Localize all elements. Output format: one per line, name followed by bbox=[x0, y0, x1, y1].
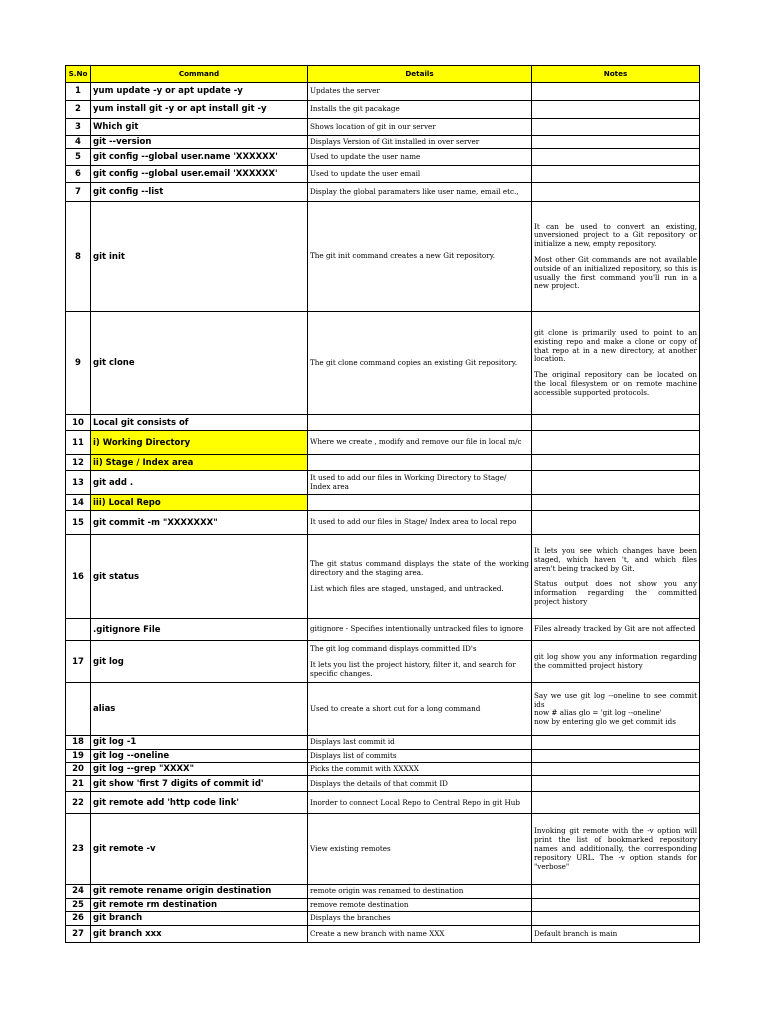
row-number: 17 bbox=[66, 641, 91, 683]
details-text: Create a new branch with name XXX bbox=[310, 928, 445, 938]
details-cell bbox=[308, 898, 532, 911]
table-row bbox=[66, 619, 700, 641]
table-row bbox=[66, 776, 700, 792]
row-number: 9 bbox=[66, 312, 91, 415]
table-row bbox=[66, 814, 700, 885]
notes-text: Default branch is main bbox=[534, 928, 618, 938]
notes-text: Files already tracked by Git are not affected bbox=[534, 624, 696, 634]
details-text: Updates the server bbox=[310, 86, 380, 96]
notes-cell bbox=[532, 749, 700, 762]
notes-text: Say we use git log --oneline to see commit ids now # alias glo = 'git log --oneline' now by entering glo we get commit ids bbox=[534, 690, 697, 727]
header-notes: Notes bbox=[532, 66, 700, 83]
table-row bbox=[66, 431, 700, 455]
row-number: 3 bbox=[66, 119, 91, 136]
command-cell: git remote -v bbox=[91, 814, 308, 885]
details-cell bbox=[308, 736, 532, 749]
details-text: Shows location of git in our server bbox=[310, 121, 436, 131]
row-number: 12 bbox=[66, 455, 91, 471]
details-cell bbox=[308, 455, 532, 471]
details-text: The git clone command copies an existing Git repository. bbox=[310, 357, 518, 367]
row-number: 5 bbox=[66, 149, 91, 166]
table-row bbox=[66, 926, 700, 943]
row-number: 16 bbox=[66, 535, 91, 619]
notes-cell bbox=[532, 136, 700, 149]
notes-cell bbox=[532, 885, 700, 898]
table-row bbox=[66, 312, 700, 415]
table-row bbox=[66, 166, 700, 183]
details-text: Displays list of commits bbox=[310, 750, 397, 760]
notes-cell bbox=[532, 83, 700, 101]
notes-cell bbox=[532, 736, 700, 749]
details-cell bbox=[308, 166, 532, 183]
row-number: 13 bbox=[66, 471, 91, 495]
details-text: Displays the branches bbox=[310, 913, 391, 923]
table-row bbox=[66, 912, 700, 926]
notes-cell bbox=[532, 455, 700, 471]
notes-cell bbox=[532, 619, 700, 641]
details-cell bbox=[308, 431, 532, 455]
notes-text: Invoking git remote with the -v option will print the list of bookmarked repository names and additionally, the corresponding repository URL. The -v option stands for "verbose" bbox=[534, 826, 697, 871]
notes-cell bbox=[532, 814, 700, 885]
table-row bbox=[66, 202, 700, 312]
row-number: 15 bbox=[66, 511, 91, 535]
command-cell: git clone bbox=[91, 312, 308, 415]
command-cell: git log --oneline bbox=[91, 749, 308, 762]
row-number: 6 bbox=[66, 166, 91, 183]
command-cell: git show 'first 7 digits of commit id' bbox=[91, 776, 308, 792]
row-number bbox=[66, 619, 91, 641]
command-cell: yum update -y or apt update -y bbox=[91, 83, 308, 101]
details-text: gitignore - Specifies intentionally untracked files to ignore bbox=[310, 624, 524, 634]
details-text: remove remote destination bbox=[310, 899, 409, 909]
details-cell bbox=[308, 763, 532, 776]
command-cell: git config --global user.email 'XXXXXX' bbox=[91, 166, 308, 183]
row-number: 14 bbox=[66, 495, 91, 511]
details-text: List which files are staged, unstaged, and untracked. bbox=[310, 583, 504, 593]
details-text: It lets you list the project history, filter it, and search for specific changes. bbox=[310, 659, 516, 678]
header-row bbox=[66, 66, 700, 83]
details-cell bbox=[308, 926, 532, 943]
table-row bbox=[66, 119, 700, 136]
notes-cell bbox=[532, 898, 700, 911]
details-cell bbox=[308, 183, 532, 202]
notes-cell bbox=[532, 776, 700, 792]
details-text: Used to update the user name bbox=[310, 151, 421, 161]
command-cell: git remote rm destination bbox=[91, 898, 308, 911]
details-text: Displays the details of that commit ID bbox=[310, 778, 448, 788]
notes-cell bbox=[532, 641, 700, 683]
notes-cell bbox=[532, 683, 700, 736]
details-cell bbox=[308, 471, 532, 495]
table-row bbox=[66, 511, 700, 535]
details-cell bbox=[308, 101, 532, 119]
table-row bbox=[66, 136, 700, 149]
notes-cell bbox=[532, 166, 700, 183]
details-cell bbox=[308, 749, 532, 762]
notes-cell bbox=[532, 202, 700, 312]
details-cell bbox=[308, 619, 532, 641]
details-cell bbox=[308, 83, 532, 101]
command-cell: git log -1 bbox=[91, 736, 308, 749]
command-cell: git remote add 'http code link' bbox=[91, 792, 308, 814]
notes-cell bbox=[532, 495, 700, 511]
row-number: 25 bbox=[66, 898, 91, 911]
notes-cell bbox=[532, 471, 700, 495]
row-number: 2 bbox=[66, 101, 91, 119]
row-number: 10 bbox=[66, 415, 91, 431]
row-number: 7 bbox=[66, 183, 91, 202]
details-text: The git init command creates a new Git repository. bbox=[310, 251, 496, 261]
details-text: Used to update the user email bbox=[310, 168, 421, 178]
command-cell: git log bbox=[91, 641, 308, 683]
command-cell: i) Working Directory bbox=[91, 431, 308, 455]
details-text: Used to create a short cut for a long command bbox=[310, 703, 481, 713]
details-cell bbox=[308, 149, 532, 166]
command-cell: git remote rename origin destination bbox=[91, 885, 308, 898]
command-cell: ii) Stage / Index area bbox=[91, 455, 308, 471]
table-row bbox=[66, 471, 700, 495]
command-cell: git config --list bbox=[91, 183, 308, 202]
details-cell bbox=[308, 641, 532, 683]
notes-cell bbox=[532, 431, 700, 455]
command-cell: yum install git -y or apt install git -y bbox=[91, 101, 308, 119]
details-cell bbox=[308, 119, 532, 136]
row-number: 8 bbox=[66, 202, 91, 312]
table-row bbox=[66, 763, 700, 776]
details-cell bbox=[308, 814, 532, 885]
details-text: Displays last commit id bbox=[310, 737, 395, 747]
table-row bbox=[66, 101, 700, 119]
row-number: 11 bbox=[66, 431, 91, 455]
notes-cell bbox=[532, 926, 700, 943]
details-cell bbox=[308, 202, 532, 312]
row-number: 22 bbox=[66, 792, 91, 814]
notes-cell bbox=[532, 792, 700, 814]
command-cell: git --version bbox=[91, 136, 308, 149]
details-text: Inorder to connect Local Repo to Central Repo in git Hub bbox=[310, 797, 520, 807]
details-text: Picks the commit with XXXXX bbox=[310, 763, 419, 773]
command-cell: git status bbox=[91, 535, 308, 619]
command-cell: git log --grep "XXXX" bbox=[91, 763, 308, 776]
details-cell bbox=[308, 683, 532, 736]
row-number: 19 bbox=[66, 749, 91, 762]
command-cell: git commit -m "XXXXXXX" bbox=[91, 511, 308, 535]
row-number: 18 bbox=[66, 736, 91, 749]
command-cell: git branch xxx bbox=[91, 926, 308, 943]
table-row bbox=[66, 495, 700, 511]
command-cell: git branch bbox=[91, 912, 308, 926]
row-number: 27 bbox=[66, 926, 91, 943]
details-cell bbox=[308, 885, 532, 898]
table-row bbox=[66, 749, 700, 762]
row-number bbox=[66, 683, 91, 736]
details-text: remote origin was renamed to destination bbox=[310, 886, 464, 896]
details-text: View existing remotes bbox=[310, 844, 391, 854]
details-cell bbox=[308, 792, 532, 814]
command-cell: git config --global user.name 'XXXXXX' bbox=[91, 149, 308, 166]
notes-cell bbox=[532, 312, 700, 415]
row-number: 26 bbox=[66, 912, 91, 926]
notes-text: git clone is primarily used to point to an existing repo and make a clone or copy of that repo at in a new directory, at another location. bbox=[534, 328, 697, 364]
details-cell bbox=[308, 511, 532, 535]
table-row bbox=[66, 683, 700, 736]
details-cell bbox=[308, 415, 532, 431]
notes-cell bbox=[532, 912, 700, 926]
notes-text: Status output does not show you any information regarding the committed project history bbox=[534, 579, 697, 606]
notes-cell bbox=[532, 119, 700, 136]
notes-cell bbox=[532, 763, 700, 776]
details-text: The git log command displays committed ID's bbox=[310, 644, 477, 654]
command-cell: git init bbox=[91, 202, 308, 312]
command-cell: iii) Local Repo bbox=[91, 495, 308, 511]
command-cell: Which git bbox=[91, 119, 308, 136]
command-cell: git add . bbox=[91, 471, 308, 495]
details-cell bbox=[308, 495, 532, 511]
row-number: 4 bbox=[66, 136, 91, 149]
notes-cell bbox=[532, 149, 700, 166]
row-number: 21 bbox=[66, 776, 91, 792]
details-cell bbox=[308, 776, 532, 792]
details-text: Installs the git pacakage bbox=[310, 104, 400, 114]
table-row bbox=[66, 183, 700, 202]
command-cell: alias bbox=[91, 683, 308, 736]
details-cell bbox=[308, 136, 532, 149]
table-row bbox=[66, 83, 700, 101]
notes-cell bbox=[532, 511, 700, 535]
table-row bbox=[66, 535, 700, 619]
details-text: It used to add our files in Stage/ Index area to local repo bbox=[310, 517, 517, 527]
details-cell bbox=[308, 312, 532, 415]
notes-cell bbox=[532, 183, 700, 202]
details-cell bbox=[308, 912, 532, 926]
header-sno: S.No bbox=[66, 66, 91, 83]
command-cell: .gitignore File bbox=[91, 619, 308, 641]
notes-cell bbox=[532, 101, 700, 119]
notes-text: The original repository can be located on the local filesystem or on remote machine accessible supported protocols. bbox=[534, 370, 697, 397]
notes-text: git log show you any information regarding the committed project history bbox=[534, 652, 697, 670]
row-number: 24 bbox=[66, 885, 91, 898]
table-row bbox=[66, 455, 700, 471]
table-row bbox=[66, 885, 700, 898]
command-cell: Local git consists of bbox=[91, 415, 308, 431]
details-cell bbox=[308, 535, 532, 619]
table-row bbox=[66, 898, 700, 911]
table-row bbox=[66, 415, 700, 431]
table-row bbox=[66, 736, 700, 749]
header-command: Command bbox=[91, 66, 308, 83]
details-text: Display the global paramaters like user name, email etc., bbox=[310, 186, 519, 196]
table-row bbox=[66, 641, 700, 683]
details-text: Where we create , modify and remove our file in local m/c bbox=[310, 437, 522, 447]
row-number: 23 bbox=[66, 814, 91, 885]
header-details: Details bbox=[308, 66, 532, 83]
table-row bbox=[66, 792, 700, 814]
commands-table bbox=[65, 65, 700, 943]
row-number: 20 bbox=[66, 763, 91, 776]
notes-text: Most other Git commands are not available outside of an initialized repository, so this is usually the first command you'll run in a new project. bbox=[534, 254, 697, 291]
row-number: 1 bbox=[66, 83, 91, 101]
details-text: It used to add our files in Working Directory to Stage/ Index area bbox=[310, 473, 507, 491]
details-text: The git status command displays the state of the working directory and the staging area. bbox=[310, 559, 529, 577]
notes-cell bbox=[532, 535, 700, 619]
table-row bbox=[66, 149, 700, 166]
notes-cell bbox=[532, 415, 700, 431]
notes-text: It lets you see which changes have been staged, which haven 't, and which files aren't being tracked by Git. bbox=[534, 546, 697, 573]
notes-text: It can be used to convert an existing, unversioned project to a Git repository or initialize a new, empty repository. bbox=[534, 221, 697, 249]
details-text: Displays Version of Git installed in over server bbox=[310, 136, 480, 146]
